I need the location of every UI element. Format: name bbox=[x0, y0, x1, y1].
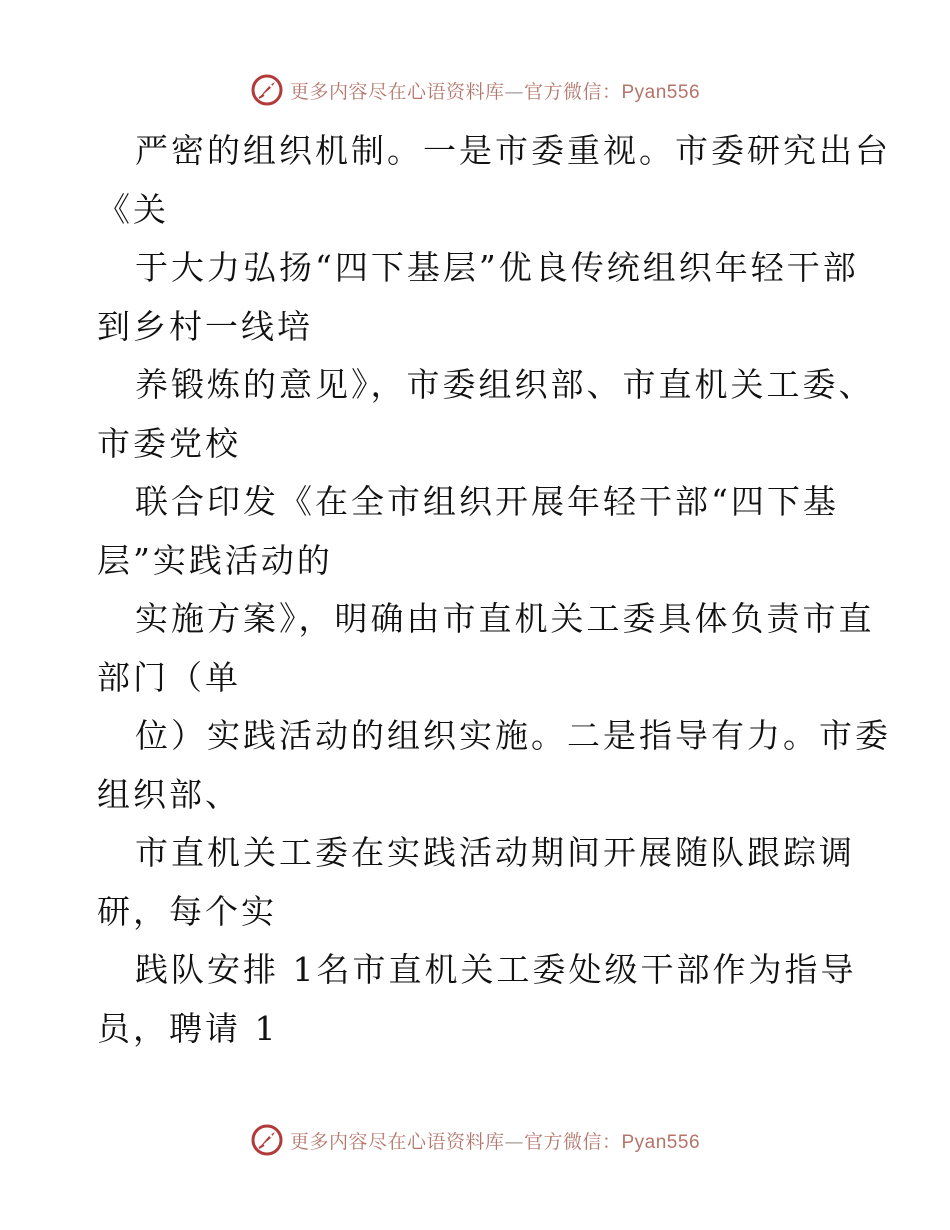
body-line: 组织部、 bbox=[97, 774, 241, 814]
header-wechat-label: 官方微信： bbox=[523, 80, 622, 103]
document-body bbox=[97, 122, 891, 1058]
body-line: 员，聘请 1 bbox=[97, 1008, 279, 1048]
header-banner-text bbox=[290, 77, 700, 104]
body-line: 层”实践活动的 bbox=[97, 540, 333, 580]
body-line: 于大力弘扬“四下基层”优良传统组织年轻干部 bbox=[135, 248, 859, 287]
footer-watermark-banner bbox=[0, 1120, 950, 1160]
header-wechat-id: Pyan556 bbox=[621, 81, 701, 103]
body-line: 实施方案》，明确由市直机关工委具体负责市直 bbox=[135, 599, 875, 638]
footer-wechat-id: Pyan556 bbox=[621, 1131, 701, 1153]
footer-wechat-label: 官方微信： bbox=[523, 1130, 622, 1153]
body-line: 联合印发《在全市组织开展年轻干部“四下基 bbox=[135, 482, 839, 521]
body-line: 养锻炼的意见》，市委组织部、市直机关工委、 bbox=[135, 365, 875, 404]
header-site-text: 更多内容尽在心语资料库 bbox=[289, 80, 505, 103]
footer-separator: — bbox=[504, 1130, 524, 1153]
footer-site-text: 更多内容尽在心语资料库 bbox=[289, 1130, 505, 1153]
header-watermark-banner bbox=[0, 70, 950, 110]
body-line: 位）实践活动的组织实施。二是指导有力。市委 bbox=[135, 716, 891, 755]
body-line: 部门（单 bbox=[97, 657, 241, 697]
body-line: 市委党校 bbox=[97, 423, 241, 463]
pen-nib-logo-icon bbox=[250, 1123, 284, 1157]
body-line: 到乡村一线培 bbox=[97, 306, 313, 346]
header-separator: — bbox=[504, 80, 524, 103]
footer-banner-text bbox=[290, 1127, 700, 1154]
body-line: 践队安排 1名市直机关工委处级干部作为指导 bbox=[135, 950, 857, 989]
body-line: 严密的组织机制。一是市委重视。市委研究出台 bbox=[135, 131, 891, 170]
body-line: 研，每个实 bbox=[97, 891, 277, 931]
body-line: 市直机关工委在实践活动期间开展随队跟踪调 bbox=[135, 833, 855, 872]
pen-nib-logo-icon bbox=[250, 73, 284, 107]
body-line: 《关 bbox=[97, 189, 169, 229]
